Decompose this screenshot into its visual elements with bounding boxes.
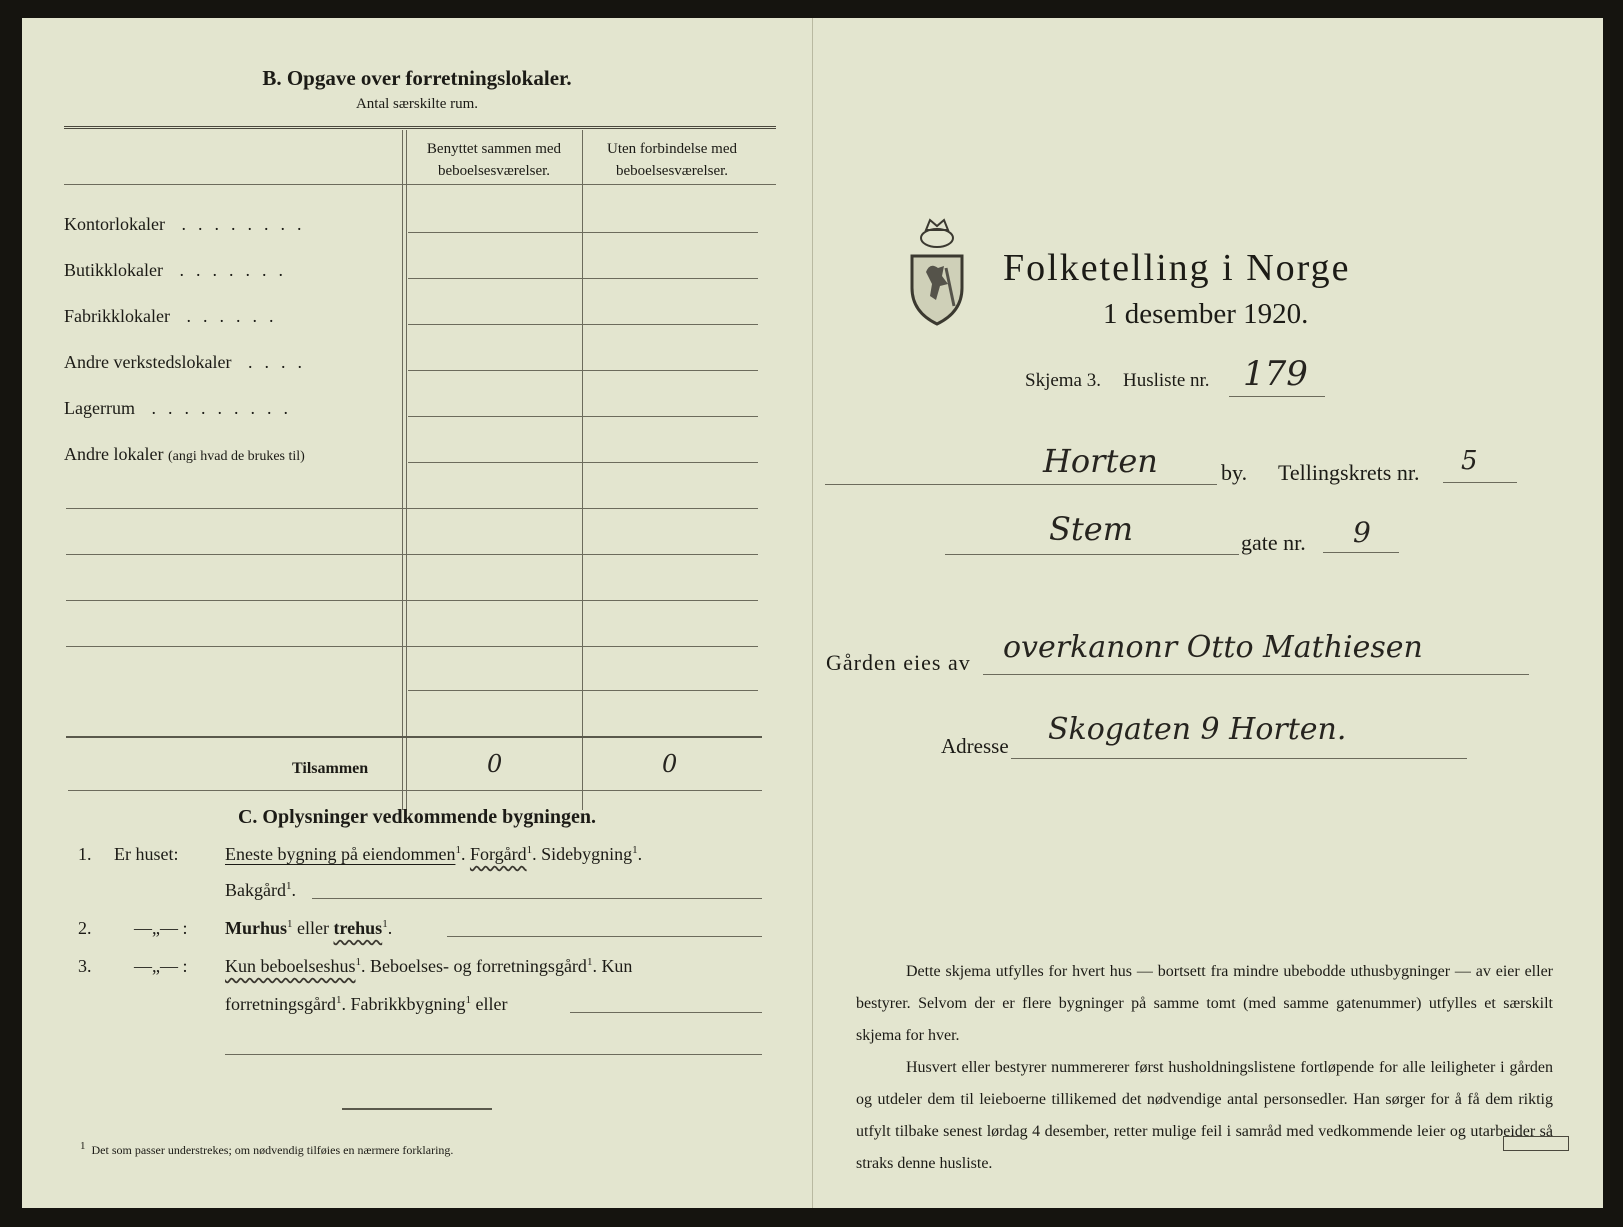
table-divider-1b	[406, 130, 407, 810]
option-beboelses-og-forretningsgard: Beboelses- og forretningsgård	[369, 956, 587, 976]
by-label: by.	[1221, 460, 1248, 485]
footnote-marker: 1	[586, 956, 593, 968]
right-page	[813, 18, 1603, 1208]
city-value: Horten	[1043, 442, 1158, 480]
write-in-rule	[66, 646, 758, 647]
q1-options: Eneste bygning på eiendommen$^1$. Forgård$^1$. Sidebygning$^1$.	[225, 844, 643, 864]
option-eneste-bygning: Eneste bygning på eiendommen	[225, 844, 456, 864]
write-in-rule	[66, 600, 758, 601]
header-bottom-rule	[64, 184, 776, 185]
cell-rule	[408, 370, 758, 371]
row-fabrikklokaler	[64, 306, 285, 327]
footnote-marker: 1	[80, 1140, 86, 1152]
write-in-rule	[66, 508, 758, 509]
footnote-text: Det som passer understrekes; om nødvendig tilføies en nærmere forklaring.	[91, 1143, 454, 1157]
q1-number: 1.	[78, 844, 92, 864]
q3-tail: eller	[475, 994, 508, 1014]
city-rule	[825, 484, 1217, 485]
q2-label: —„— :	[134, 918, 188, 938]
option-fabrikkbygning: Fabrikkbygning	[350, 994, 466, 1014]
option-trehus: trehus	[333, 918, 383, 938]
cell-rule	[408, 416, 758, 417]
street-value: Stem	[1049, 510, 1134, 548]
row-label: Lagerrum	[64, 398, 135, 418]
footnote	[80, 1140, 453, 1158]
column-header-separate-line2: beboelsesværelser.	[615, 163, 729, 179]
section-c-heading: C. Oplysninger vedkommende bygningen.	[237, 806, 597, 828]
tellingskrets-value: 5	[1461, 446, 1478, 476]
total-bottom-rule	[68, 790, 762, 791]
row-label: Butikklokaler	[64, 260, 163, 280]
address-value: Skogaten 9 Horten.	[1048, 712, 1347, 747]
total-value-separate: 0	[662, 750, 678, 778]
instructions-paragraph-2: Husvert eller bestyrer nummererer først husholdningslistene fortløpende for alle leiligheter i gården og utdeler dem til leieboerne tillikemed det nødvendige antal personsedler. Han sørger for å få dem riktig utfylt tilbake senest lørdag 4 desember, retter mulige feil i samråd med vedkommende leier og utarbeider så straks denne husliste.	[856, 1059, 1553, 1172]
total-label: Tilsammen	[292, 760, 369, 777]
street-rule	[945, 554, 1239, 555]
instructions-paragraph-1: Dette skjema utfylles for hvert hus — bortsett fra mindre ubebodde uthusbygninger — av eier eller bestyrer. Selvom der er flere bygninger på samme tomt (med samme gatenummer) utfylles et særskilt skjema for hver.	[856, 963, 1553, 1044]
row-label: Andre lokaler	[64, 444, 164, 464]
row-label: Kontorlokaler	[64, 214, 165, 234]
write-in-rule	[66, 554, 758, 555]
section-b-heading: B. Opgave over forretningslokaler.	[262, 66, 572, 90]
total-value-combined: 0	[487, 750, 503, 778]
column-header-combined-line1: Benyttet sammen med	[426, 141, 562, 157]
option-forgard: Forgård	[469, 844, 527, 864]
q3-options: Kun beboelseshus$^1$. Beboelses- og forretningsgård$^1$. Kun	[225, 956, 633, 976]
row-verkstedslokaler	[64, 352, 314, 373]
printer-stamp	[1503, 1136, 1569, 1151]
row-andre-lokaler	[64, 444, 305, 465]
cell-rule	[408, 278, 758, 279]
column-header-combined	[406, 138, 582, 182]
owner-rule	[983, 674, 1529, 675]
left-page	[22, 18, 813, 1208]
footnote-marker: 1	[355, 956, 361, 968]
husliste-label: Husliste nr.	[1123, 370, 1210, 391]
q3-number: 3.	[78, 956, 92, 976]
q3-rule	[570, 1012, 762, 1013]
footnote-marker: 1	[632, 844, 638, 856]
footnote-marker: 1	[465, 994, 471, 1006]
tellingskrets-label: Tellingskrets nr.	[1278, 460, 1420, 485]
footnote-marker: 1	[382, 918, 388, 930]
tellingskrets-rule	[1443, 482, 1517, 483]
q1-label: Er huset:	[114, 844, 179, 864]
q1-rule	[312, 898, 762, 899]
footnote-marker: 1	[455, 844, 461, 856]
husliste-rule	[1229, 396, 1325, 397]
option-murhus: Murhus	[225, 918, 288, 938]
section-b-subheading: Antal særskilte rum.	[355, 96, 479, 112]
cell-rule	[408, 324, 758, 325]
skjema-label: Skjema 3.	[1025, 370, 1101, 391]
row-kontorlokaler	[64, 214, 313, 235]
address-label: Adresse	[941, 734, 1009, 758]
q3-label: —„— :	[134, 956, 188, 976]
leader-dots: .........	[134, 398, 300, 418]
q2-number: 2.	[78, 918, 92, 938]
owner-label: Gården eies av	[826, 650, 971, 675]
page-title: Folketelling i Norge	[1003, 247, 1351, 289]
gate-rule	[1323, 552, 1399, 553]
footnote-marker: 1	[285, 880, 292, 892]
husliste-value: 179	[1243, 354, 1308, 394]
q3-options-line2: forretningsgård$^1$. Fabrikkbygning$^1$ eller	[225, 994, 508, 1014]
option-bakgard: Bakgård	[225, 880, 286, 900]
row-butikklokaler	[64, 260, 295, 281]
row-note: (angi hvad de brukes til)	[167, 449, 305, 464]
footnote-marker: 1	[287, 918, 293, 930]
table-top-rule	[64, 126, 776, 129]
owner-value: overkanonr Otto Mathiesen	[1003, 630, 1423, 665]
option-sidebygning: Sidebygning	[541, 844, 633, 864]
row-label: Fabrikklokaler	[64, 306, 170, 326]
q2-rule	[447, 936, 762, 937]
leader-dots: ........	[164, 214, 314, 234]
cell-rule	[408, 232, 758, 233]
column-header-separate-line1: Uten forbindelse med	[607, 141, 737, 157]
q2-between: eller	[297, 918, 329, 938]
column-header-separate	[584, 138, 760, 182]
column-header-combined-line2: beboelsesværelser.	[437, 163, 551, 179]
q1-option-bakgard: Bakgård$^1$.	[225, 880, 296, 900]
q2-options: Murhus$^1$ eller trehus$^1$.	[225, 918, 393, 938]
option-kun-beboelseshus: Kun beboelseshus	[225, 956, 356, 976]
gate-label: gate nr.	[1241, 530, 1306, 555]
footnote-marker: 1	[526, 844, 533, 856]
cell-rule	[408, 690, 758, 691]
coat-of-arms-icon	[906, 216, 968, 328]
census-date: 1 desember 1920.	[1103, 298, 1309, 330]
q3-rule-2	[225, 1054, 762, 1055]
total-top-rule	[66, 736, 762, 738]
cell-rule	[408, 462, 758, 463]
leader-dots: ....	[231, 352, 314, 372]
option-kun: Kun	[601, 956, 633, 976]
footnote-marker: 1	[335, 994, 342, 1006]
gate-value: 9	[1353, 516, 1371, 549]
footnote-separator	[342, 1108, 492, 1110]
leader-dots: .......	[162, 260, 295, 280]
row-lagerrum	[64, 398, 300, 419]
row-label: Andre verkstedslokaler	[64, 352, 232, 372]
leader-dots: ......	[169, 306, 286, 326]
address-rule	[1011, 758, 1467, 759]
option-forretningsgard: forretningsgård	[225, 994, 336, 1014]
table-divider-1	[402, 130, 403, 810]
